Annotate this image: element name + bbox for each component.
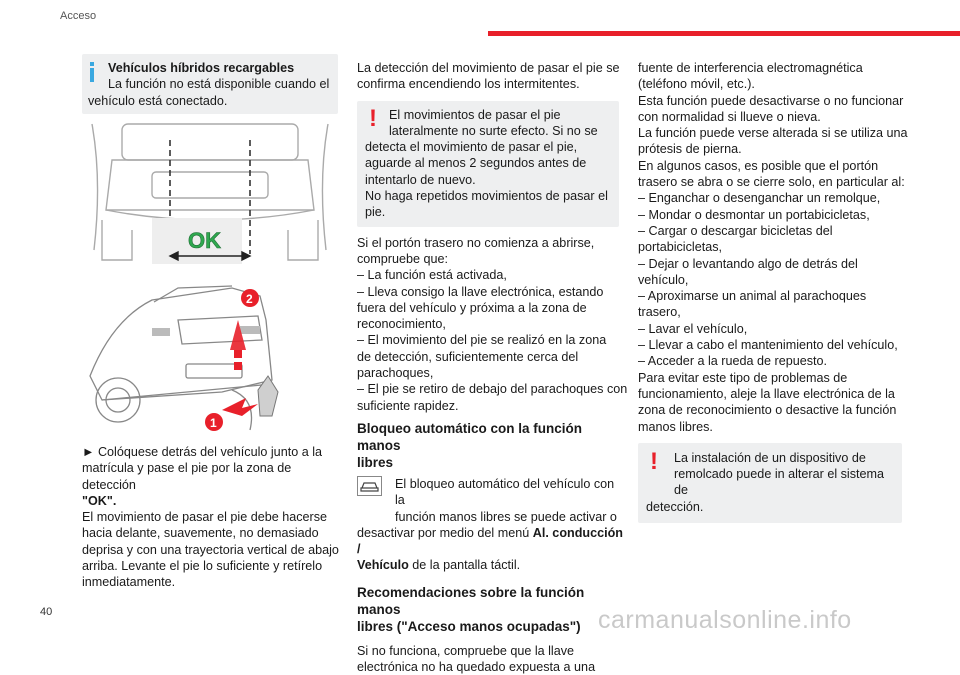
section-header: Acceso xyxy=(60,10,97,22)
info-note-title: Vehículos híbridos recargables xyxy=(108,61,295,75)
body-line: prótesis de pierna. xyxy=(638,142,742,157)
check-line: suficiente rapidez. xyxy=(357,398,459,413)
body-line: – Acceder a la rueda de repuesto. xyxy=(638,354,828,369)
body-line: fuente de interferencia electromagnética xyxy=(638,61,863,75)
figure-foot-movement xyxy=(82,280,338,432)
info-note-line: La función no está disponible cuando el xyxy=(108,77,330,92)
intro-line: La detección del movimiento de pasar el pie se xyxy=(357,61,620,75)
warning-line: detecta el movimiento de pasar el pie, xyxy=(365,140,578,155)
instruction-line: El movimiento de pasar el pie debe hacerse xyxy=(82,510,328,525)
info-icon xyxy=(88,62,96,82)
check-line: – El movimiento del pie se realizó en la zona xyxy=(357,333,607,348)
body-line: trasero, xyxy=(638,305,681,320)
warning-line: intentarlo de nuevo. xyxy=(365,172,476,187)
body-line: (teléfono móvil, etc.). xyxy=(638,77,755,92)
body-line: manos libres. xyxy=(638,419,713,434)
check-line: – El pie se retiro de debajo del parachoques con xyxy=(357,382,628,397)
body-line: La función puede verse alterada si se utiliza una xyxy=(638,126,908,141)
check-line: reconocimiento, xyxy=(357,317,446,332)
body-line: – Mondar o desmontar un portabicicletas, xyxy=(638,207,870,222)
column-1 xyxy=(82,54,338,114)
warning-line: aguarde al menos 2 segundos antes de xyxy=(365,156,587,171)
column-3 xyxy=(638,60,910,523)
body-line: Esta función puede desactivarse o no funcionar xyxy=(638,93,904,108)
marker-2-label: 2 xyxy=(246,292,253,306)
body-line: – Aproximarse un animal al parachoques xyxy=(638,289,867,304)
warning-line: lateralmente no surte efecto. Si no se xyxy=(389,123,598,138)
warning-note-towing: ! La instalación de un dispositivo de remolcado puede in alterar el sistema de detección. xyxy=(638,443,902,523)
check-line: compruebe que: xyxy=(357,251,449,266)
column-2 xyxy=(357,60,628,675)
body-line: Para evitar este tipo de problemas de xyxy=(638,370,848,385)
section-heading-auto-lock: Bloqueo automático con la función manos libres xyxy=(357,420,583,470)
body-line: – Cargar o descargar bicicletas del xyxy=(638,223,833,238)
body-line: – Enganchar o desenganchar un remolque, xyxy=(638,191,881,206)
warning-note xyxy=(357,101,619,227)
instruction-line: hacia delante, suavemente, no demasiado xyxy=(82,526,319,541)
auto-lock-text: El bloqueo automático del vehículo con la función manos libres se puede activar o desactivar por medio del menú Al. conducción / Vehículo de la pantalla táctil. xyxy=(357,476,623,573)
info-note xyxy=(82,54,338,114)
warning-icon: ! xyxy=(369,104,377,132)
check-line: – La función está activada, xyxy=(357,268,507,283)
check-line: de detección, suficientemente cerca del xyxy=(357,349,579,364)
car-icon xyxy=(357,476,382,496)
warning-line: pie. xyxy=(365,205,386,220)
warning-icon: ! xyxy=(650,447,658,475)
body-line: zona de reconocimiento o desactive la función xyxy=(638,403,897,418)
marker-1-label: 1 xyxy=(210,416,217,430)
check-line: parachoques, xyxy=(357,366,434,381)
warning-line: El movimientos de pasar el pie xyxy=(389,107,561,122)
body-line: trasero se abra o se cierre solo, en particular al: xyxy=(638,175,905,190)
body-line: con normalidad si llueve o nieva. xyxy=(638,109,821,124)
info-note-line: vehículo está conectado. xyxy=(88,93,228,108)
instruction-line: inmediatamente. xyxy=(82,575,176,590)
figure-rear-detection-zone xyxy=(82,120,338,272)
outro-text: Si no funciona, compruebe que la llave electrónica no ha quedado expuesta a una xyxy=(357,643,596,675)
warning-line: No haga repetidos movimientos de pasar el xyxy=(365,189,608,204)
instruction-line: deprisa y con una trayectoria vertical de abajo xyxy=(82,542,339,557)
body-line: – Lavar el vehículo, xyxy=(638,321,748,336)
body-line: funcionamiento, aleje la llave electrónica de la xyxy=(638,386,895,401)
watermark: carmanualsonline.info xyxy=(598,606,852,634)
page-number: 40 xyxy=(40,606,53,618)
section-heading-recommendations: Recomendaciones sobre la función manos libres ("Acceso manos ocupadas") xyxy=(357,584,585,634)
check-line: Si el portón trasero no comienza a abrirse, xyxy=(357,235,595,250)
instruction-line: matrícula y pase el pie por la zona de detección xyxy=(82,461,292,492)
check-line: – Lleva consigo la llave electrónica, estando xyxy=(357,284,604,299)
column-1-text xyxy=(82,444,342,591)
check-list xyxy=(357,235,628,414)
check-line: fuera del vehículo y próxima a la zona de xyxy=(357,300,587,315)
header-accent-bar xyxy=(488,31,960,36)
instruction-line: arriba. Levante el pie lo suficiente y retírelo xyxy=(82,559,323,574)
body-line: portabicicletas, xyxy=(638,240,722,255)
instruction-line: "OK". xyxy=(82,493,117,508)
body-line: – Llevar a cabo el mantenimiento del vehículo, xyxy=(638,338,898,353)
body-line: En algunos casos, es posible que el portón xyxy=(638,158,879,173)
intro-line: confirma encendiendo los intermitentes. xyxy=(357,77,580,92)
body-line: vehículo, xyxy=(638,272,689,287)
ok-zone-label: OK xyxy=(188,228,221,253)
body-line: – Dejar o levantando algo de detrás del xyxy=(638,256,858,271)
instruction-line: ► Colóquese detrás del vehículo junto a la xyxy=(82,445,323,459)
